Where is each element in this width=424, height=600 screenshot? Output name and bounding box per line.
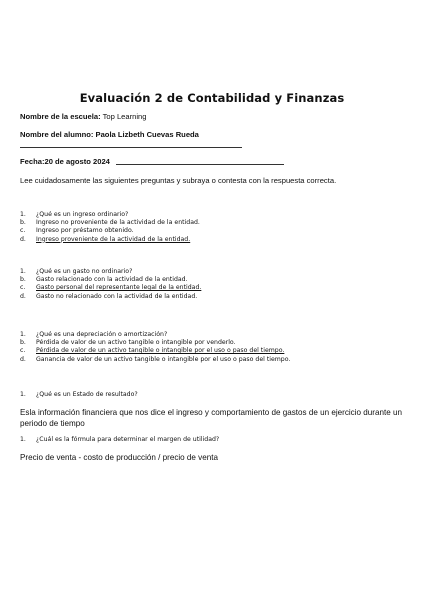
question-number: 1. [20,268,26,275]
option-d-selected[interactable] [20,236,200,244]
answer-estado-resultado: Esla información financiera que nos dice el ingreso y comportamiento de gastos de un ejercicio durante un periodo de tiempo [20,408,402,428]
option-text-underlined: Pérdida de valor de un activo tangible o intangible por el uso o paso del tiempo. [36,347,285,355]
option-letter: c. [20,227,26,235]
page-title: Evaluación 2 de Contabilidad y Finanzas [79,91,345,105]
school-label: Nombre de la escuela: [20,112,101,121]
option-text-underlined: Gasto personal del representante legal de la entidad. [36,284,202,292]
question-margen-utilidad [20,436,219,444]
question-label: ¿Qué es un Estado de resultado? [36,391,138,398]
option-letter: b. [20,339,26,347]
student-underline [20,147,242,148]
question-ingreso-ordinario [20,211,200,244]
student-line: Nombre del alumno: Paola Lizbeth Cuevas Rueda [20,130,199,139]
question-label: ¿Qué es un ingreso ordinario? [36,211,129,218]
question-number: 1. [20,331,26,338]
question-number: 1. [20,211,26,218]
school-value: Top Learning [100,112,147,121]
option-c-selected[interactable] [20,347,290,355]
option-text: Pérdida de valor de un activo tangible o intangible por venderlo. [36,339,236,347]
option-c-selected[interactable] [20,284,201,292]
question-text [20,391,138,399]
question-number: 1. [20,436,26,443]
option-letter: b. [20,276,26,284]
option-letter: c. [20,284,26,292]
question-text [20,211,200,219]
option-b[interactable] [20,276,201,284]
option-text: Ganancia de valor de un activo tangible o intangible por el uso o paso del tiempo. [36,355,291,363]
question-label: ¿Qué es una depreciación o amortización? [36,331,168,338]
option-d[interactable] [20,356,290,364]
question-estado-resultado [20,391,138,399]
option-text: Gasto no relacionado con la actividad de la entidad. [36,292,198,300]
option-letter: c. [20,347,26,355]
option-text-underlined: Ingreso proveniente de la actividad de la entidad. [36,235,191,243]
option-text: Gasto relacionado con la actividad de la entidad. [36,276,188,284]
date-line: Fecha:20 de agosto 2024 [20,157,110,166]
option-text: Ingreso no proveniente de la actividad de la entidad. [36,219,200,227]
question-label: ¿Qué es un gasto no ordinario? [36,268,133,275]
question-number: 1. [20,391,26,398]
question-text [20,331,290,339]
option-letter: b. [20,219,26,227]
question-depreciacion [20,331,290,364]
question-text [20,436,219,444]
school-line [20,112,147,121]
instructions: Lee cuidadosamente las siguientes preguntas y subraya o contesta con la respuesta correcta. [20,176,337,185]
option-letter: d. [20,355,26,363]
option-c[interactable] [20,227,200,235]
question-label: ¿Cuál es la fórmula para determinar el margen de utilidad? [36,436,220,443]
option-letter: d. [20,292,26,300]
option-letter: d. [20,235,26,243]
question-gasto-no-ordinario [20,268,201,301]
answer-margen-utilidad: Precio de venta - costo de producción / precio de venta [20,453,218,462]
option-d[interactable] [20,293,201,301]
option-text: Ingreso por préstamo obtenido. [36,227,134,235]
question-text [20,268,201,276]
date-underline [116,164,284,165]
